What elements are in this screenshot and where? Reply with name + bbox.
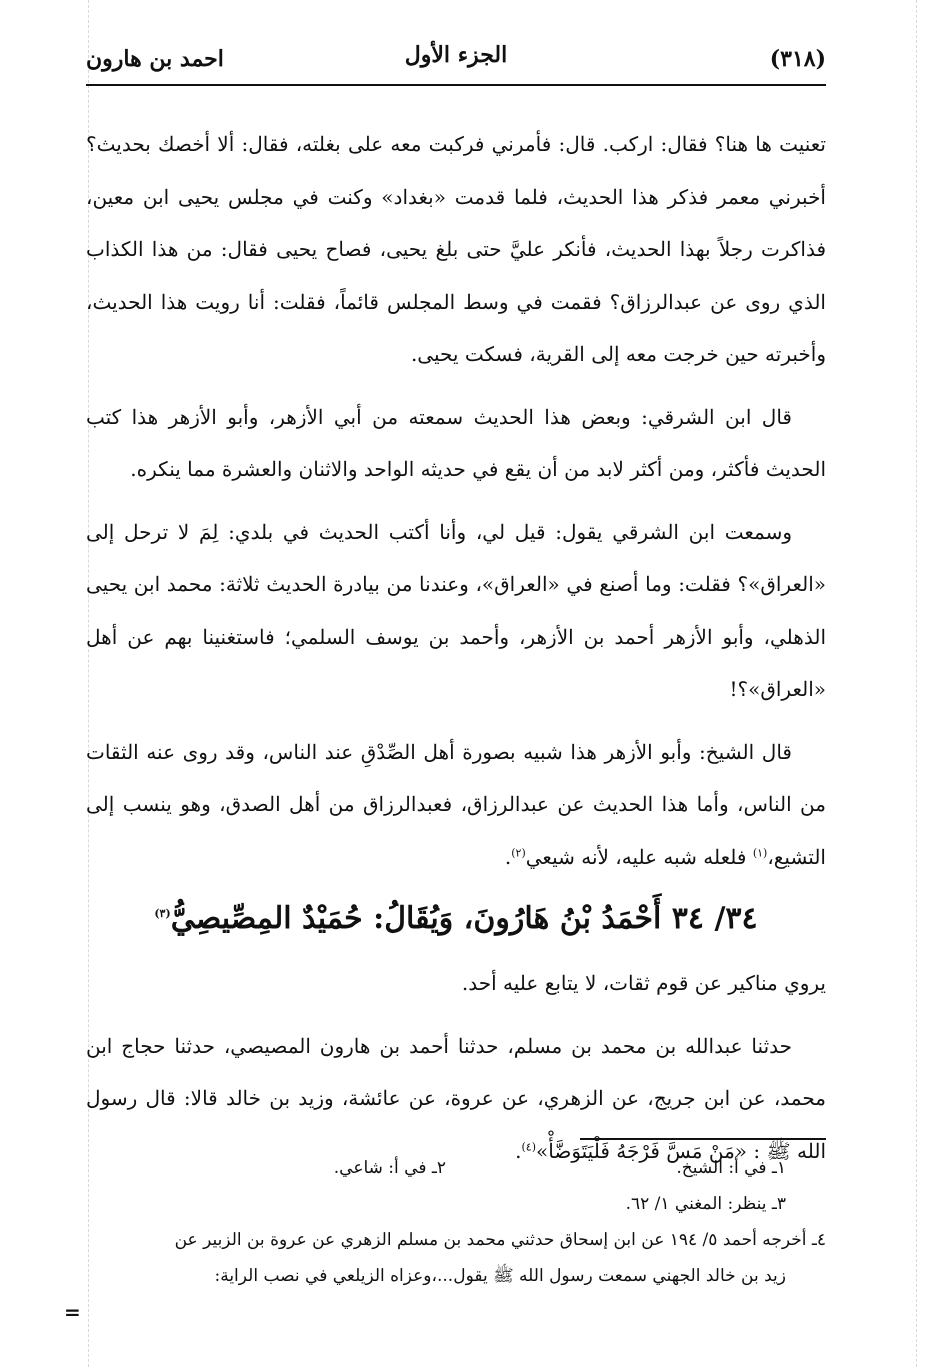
footnote: ٣ـ ينظر: المغني ١/ ٦٢. xyxy=(625,1194,786,1214)
footnote-marker: (٤) xyxy=(521,1139,536,1153)
footnote-marker: (٢) xyxy=(511,845,526,859)
entry-heading-text: ٣٤/ ٣٤ أَحْمَدُ بْنُ هَارُونَ، وَيُقَالُ: حُمَيْدٌ المِصِّيصِيُّ xyxy=(170,901,758,936)
paragraph: يروي مناكير عن قوم ثقات، لا يتابع عليه أحد. xyxy=(461,971,826,995)
page-header xyxy=(86,40,826,80)
footnote-marker: (١) xyxy=(752,845,768,859)
running-head: احمد بن هارون xyxy=(86,46,224,72)
footnote: ٢ـ في أ: شاعي. xyxy=(333,1158,446,1178)
footnote: ٤ـ أخرجه أحمد ٥/ ١٩٤ عن ابن إسحاق حدثني محمد بن مسلم الزهري عن عروة بن الزبير عن xyxy=(174,1230,826,1250)
footnotes xyxy=(86,1150,826,1294)
footnote-row xyxy=(86,1186,826,1222)
footnote-row xyxy=(86,1150,826,1186)
paragraph-text: قال الشيخ: وأبو الأزهر هذا شبيه بصورة أهل الصِّدْقِ عند الناس، وقد روى عنه الثقات من الناس، وأما هذا الحديث عن عبدالرزاق، فعبدالرزاق من أهل الصدق، وهو ينسب إلى التشيع، xyxy=(86,739,826,869)
footnote-marker: (٣) xyxy=(154,907,171,920)
footnote-rule xyxy=(580,1138,826,1140)
page-number: (٣١٨) xyxy=(769,46,826,72)
paragraph: حدثنا عبدالله بن محمد بن مسلم، حدثنا أحمد بن هارون المصيصي، حدثنا حجاج ابن محمد، عن ابن جريج، عن الزهري، عن عروة، عن عائشة، وزيد بن خالد قالا: قال رسول الله ﷺ : «مَنْ مَسَّ فَرْجَهُ فَلْيَتَوَضَّأْ»$^{(٤)}$. xyxy=(86,1033,826,1163)
paragraph-text: فلعله شبه عليه، لأنه شيعي xyxy=(525,844,747,869)
paragraph: قال ابن الشرقي: وبعض هذا الحديث سمعته من أبي الأزهر، وأبو الأزهر هذا كتب الحديث فأكثر، ومن أكثر لابد من أن يقع في حديثه الواحد والاثنان والعشرة مما ينكره. xyxy=(86,404,826,481)
paragraph: وسمعت ابن الشرقي يقول: قيل لي، وأنا أكتب الحديث في بلدي: لِمَ لا ترحل إلى «العراق»؟ فقلت: وما أصنع في «العراق»، وعندنا من بيادرة الحديث ثلاثة: محمد ابن يحيى الذهلي، وأبو الأزهر أحمد بن الأزهر، وأحمد بن يوسف السلمي؛ فاستغنينا بهم عن أهل «العراق»؟! xyxy=(86,519,827,701)
paragraph: تعنيت ها هنا؟ فقال: اركب. قال: فأمرني فركبت معه على بغلته، فقال: ألا أخصك بحديث؟ أخبرني معمر فذكر هذا الحديث، فلما قدمت «بغداد» وكنت في مجلس يحيى ابن معين، فذاكرت رجلاً بهذا الحديث، فأنكر عليَّ حتى بلغ يحيى، فصاح يحيى فقال: من هذا الكذاب الذي روى عن عبدالرزاق؟ فقمت في وسط المجلس قائماً، فقلت: أنا رويت هذا الحديث، وأخبرته حين خرجت معه إلى القرية، فسكت يحيى. xyxy=(86,132,826,366)
scan-guide-line xyxy=(916,0,917,1367)
paragraph: قال الشيخ: وأبو الأزهر هذا شبيه بصورة أهل الصِّدْقِ عند الناس، وقد روى عنه الثقات من الناس، وأما هذا الحديث عن عبدالرزاق، فعبدالرزاق من أهل الصدق، وهو ينسب إلى التشيع،$^{(١)}$ فلعله شبه عليه، لأنه شيعي$^{(٢)}$. xyxy=(86,739,826,869)
footnote-continuation: زيد بن خالد الجهني سمعت رسول الله ﷺ يقول...،وعزاه الزيلعي في نصب الراية: xyxy=(214,1266,786,1286)
volume-title: الجزء الأول xyxy=(404,42,508,68)
entry-heading xyxy=(86,889,826,949)
main-text xyxy=(86,118,826,1177)
paragraph-text: حدثنا عبدالله بن محمد بن مسلم، حدثنا أحمد بن هارون المصيصي، حدثنا حجاج ابن محمد، عن ابن جريج، عن الزهري، عن عروة، عن عائشة، وزيد بن خالد قالا: قال رسول الله ﷺ : «مَنْ مَسَّ فَرْجَهُ فَلْيَتَوَضَّأْ» xyxy=(86,1033,826,1163)
footnote: ١ـ في أ: الشيخ. xyxy=(676,1158,786,1178)
continuation-mark: = xyxy=(64,1300,81,1324)
header-rule xyxy=(86,84,826,86)
